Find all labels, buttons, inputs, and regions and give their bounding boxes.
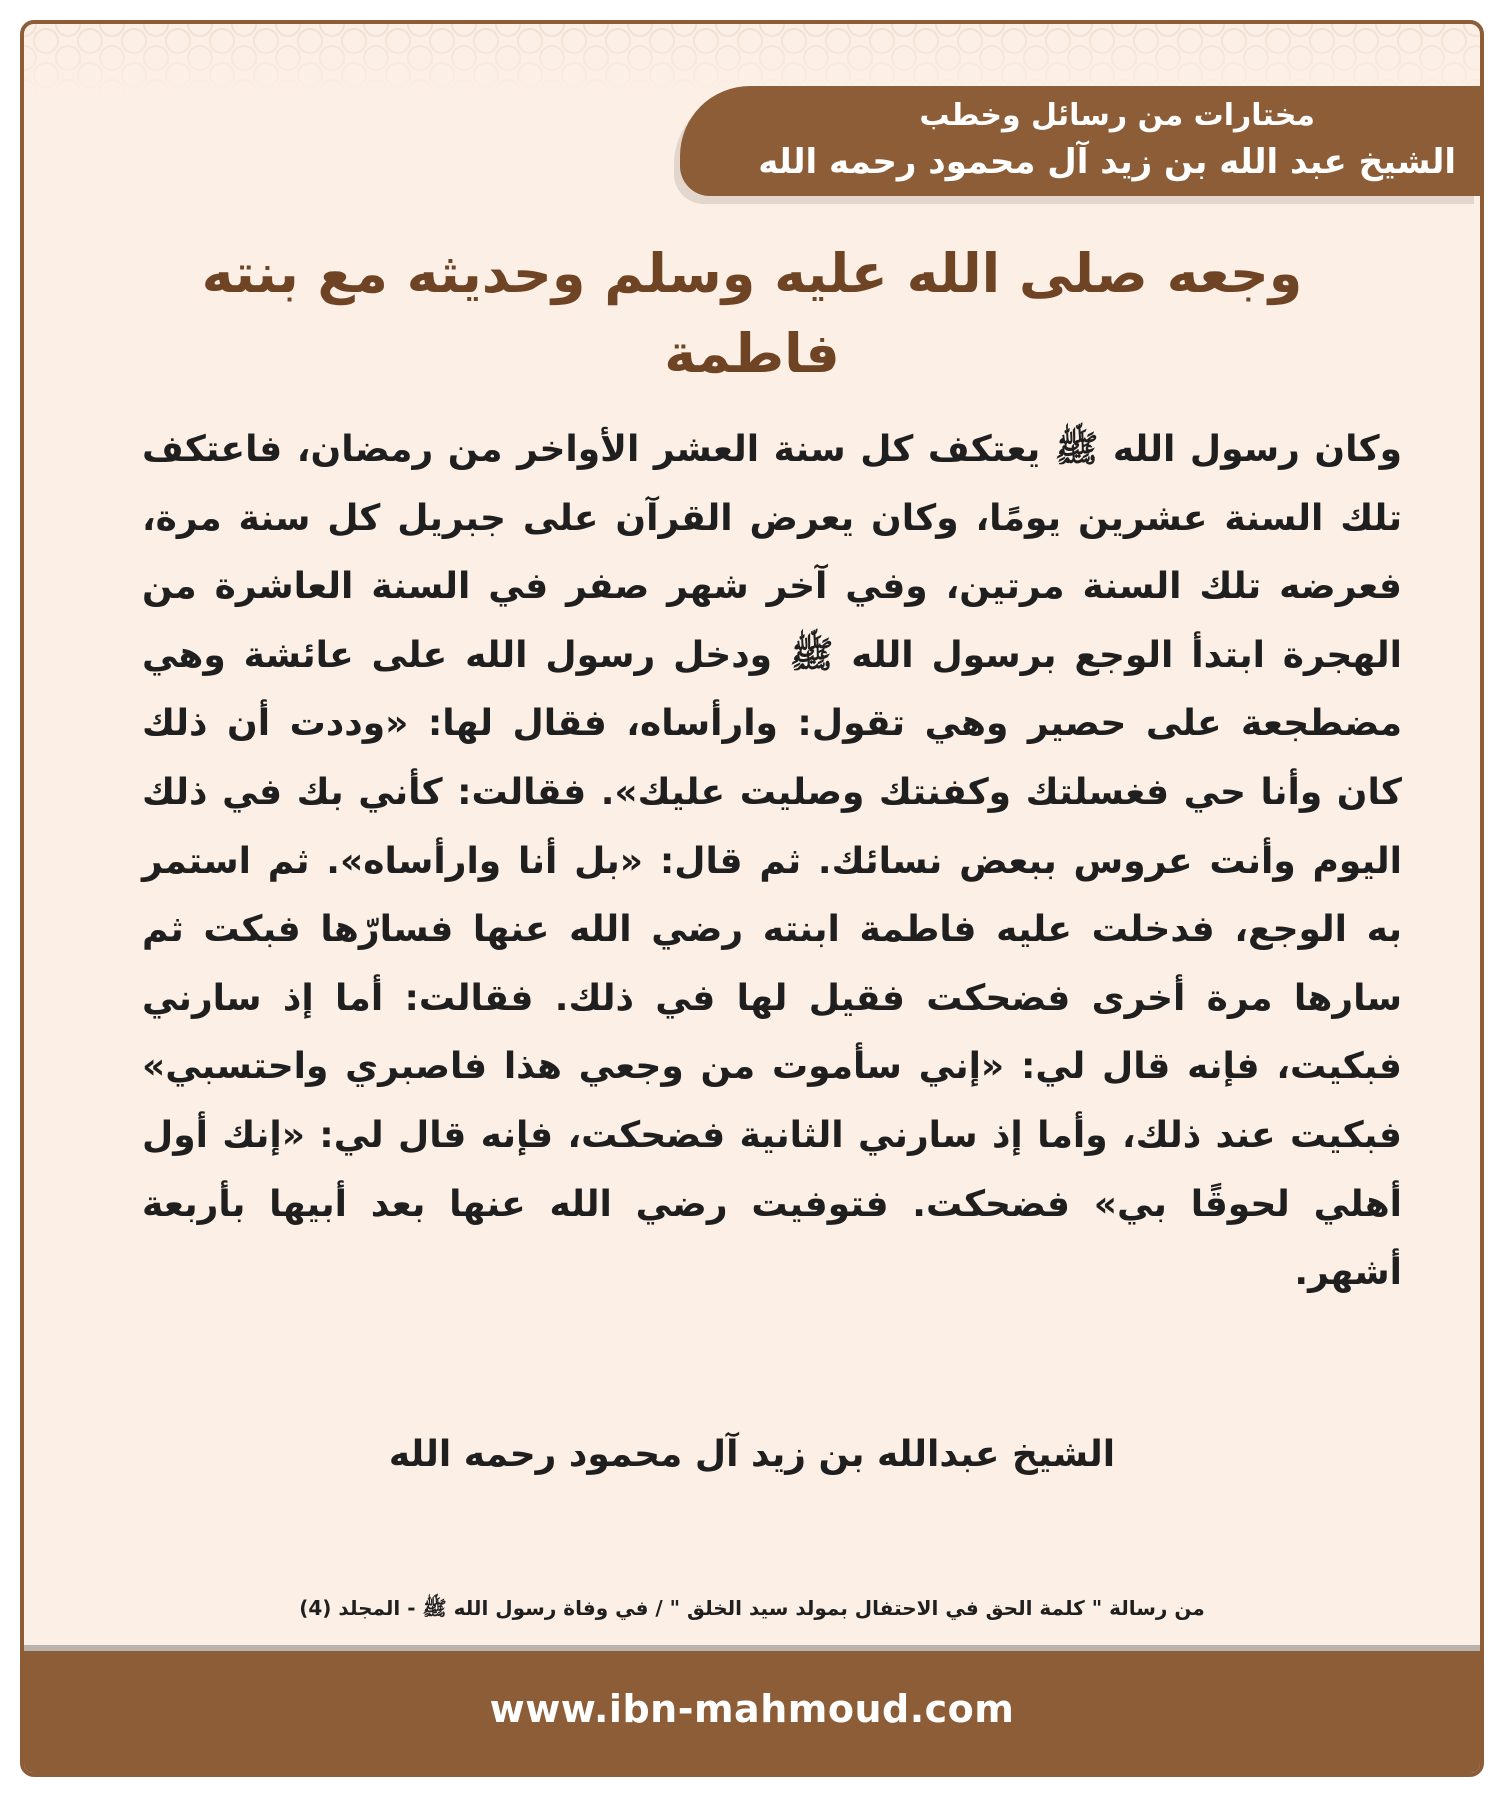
- source-citation: من رسالة " كلمة الحق في الاحتفال بمولد سيد الخلق " / في وفاة رسول الله ﷺ - المجلد (4): [299, 1596, 1205, 1620]
- article-body: وكان رسول الله ﷺ يعتكف كل سنة العشر الأواخر من رمضان، فاعتكف تلك السنة عشرين يومًا، وكان يعرض القرآن على جبريل كل سنة مرة، فعرضه تلك السنة مرتين، وفي آخر شهر صفر في السنة العاشرة من الهجرة ابتدأ الوجع برسول الله ﷺ ودخل رسول الله على عائشة وهي مضطجعة على حصير وهي تقول: وارأساه، فقال لها: «وددت أن ذلك كان وأنا حي فغسلتك وكفنتك وصليت عليك». فقالت: كأني بك في ذلك اليوم وأنت عروس ببعض نسائك. ثم قال: «بل أنا وارأساه». ثم استمر به الوجع، فدخلت عليه فاطمة ابنته رضي الله عنها فسارّها فبكت ثم سارها مرة أخرى فضحكت فقيل لها في ذلك. فقالت: أما إذ سارني فبكيت، فإنه قال لي: «إني سأموت من وجعي هذا فاصبري واحتسبي» فبكيت عند ذلك، وأما إذ سارني الثانية فضحكت، فإنه قال لي: «إنك أول أهلي لحوقًا بي» فضحكت. فتوفيت رضي الله عنها بعد أبيها بأربعة أشهر.: [142, 429, 1402, 1294]
- article-title: وجعه صلى الله عليه وسلم وحديثه مع بنته فاطمة: [201, 242, 1303, 385]
- website-link[interactable]: www.ibn-mahmoud.com: [489, 1687, 1015, 1731]
- decorative-pattern: [24, 24, 1480, 94]
- header-subtitle: مختارات من رسائل وخطب: [919, 98, 1315, 133]
- footer-band: [24, 1645, 1480, 1773]
- header-band: [680, 86, 1480, 196]
- page-frame: [20, 20, 1484, 1777]
- header-author: الشيخ عبد الله بن زيد آل محمود رحمه الله: [758, 142, 1456, 182]
- author-signature: الشيخ عبدالله بن زيد آل محمود رحمه الله: [388, 1434, 1116, 1475]
